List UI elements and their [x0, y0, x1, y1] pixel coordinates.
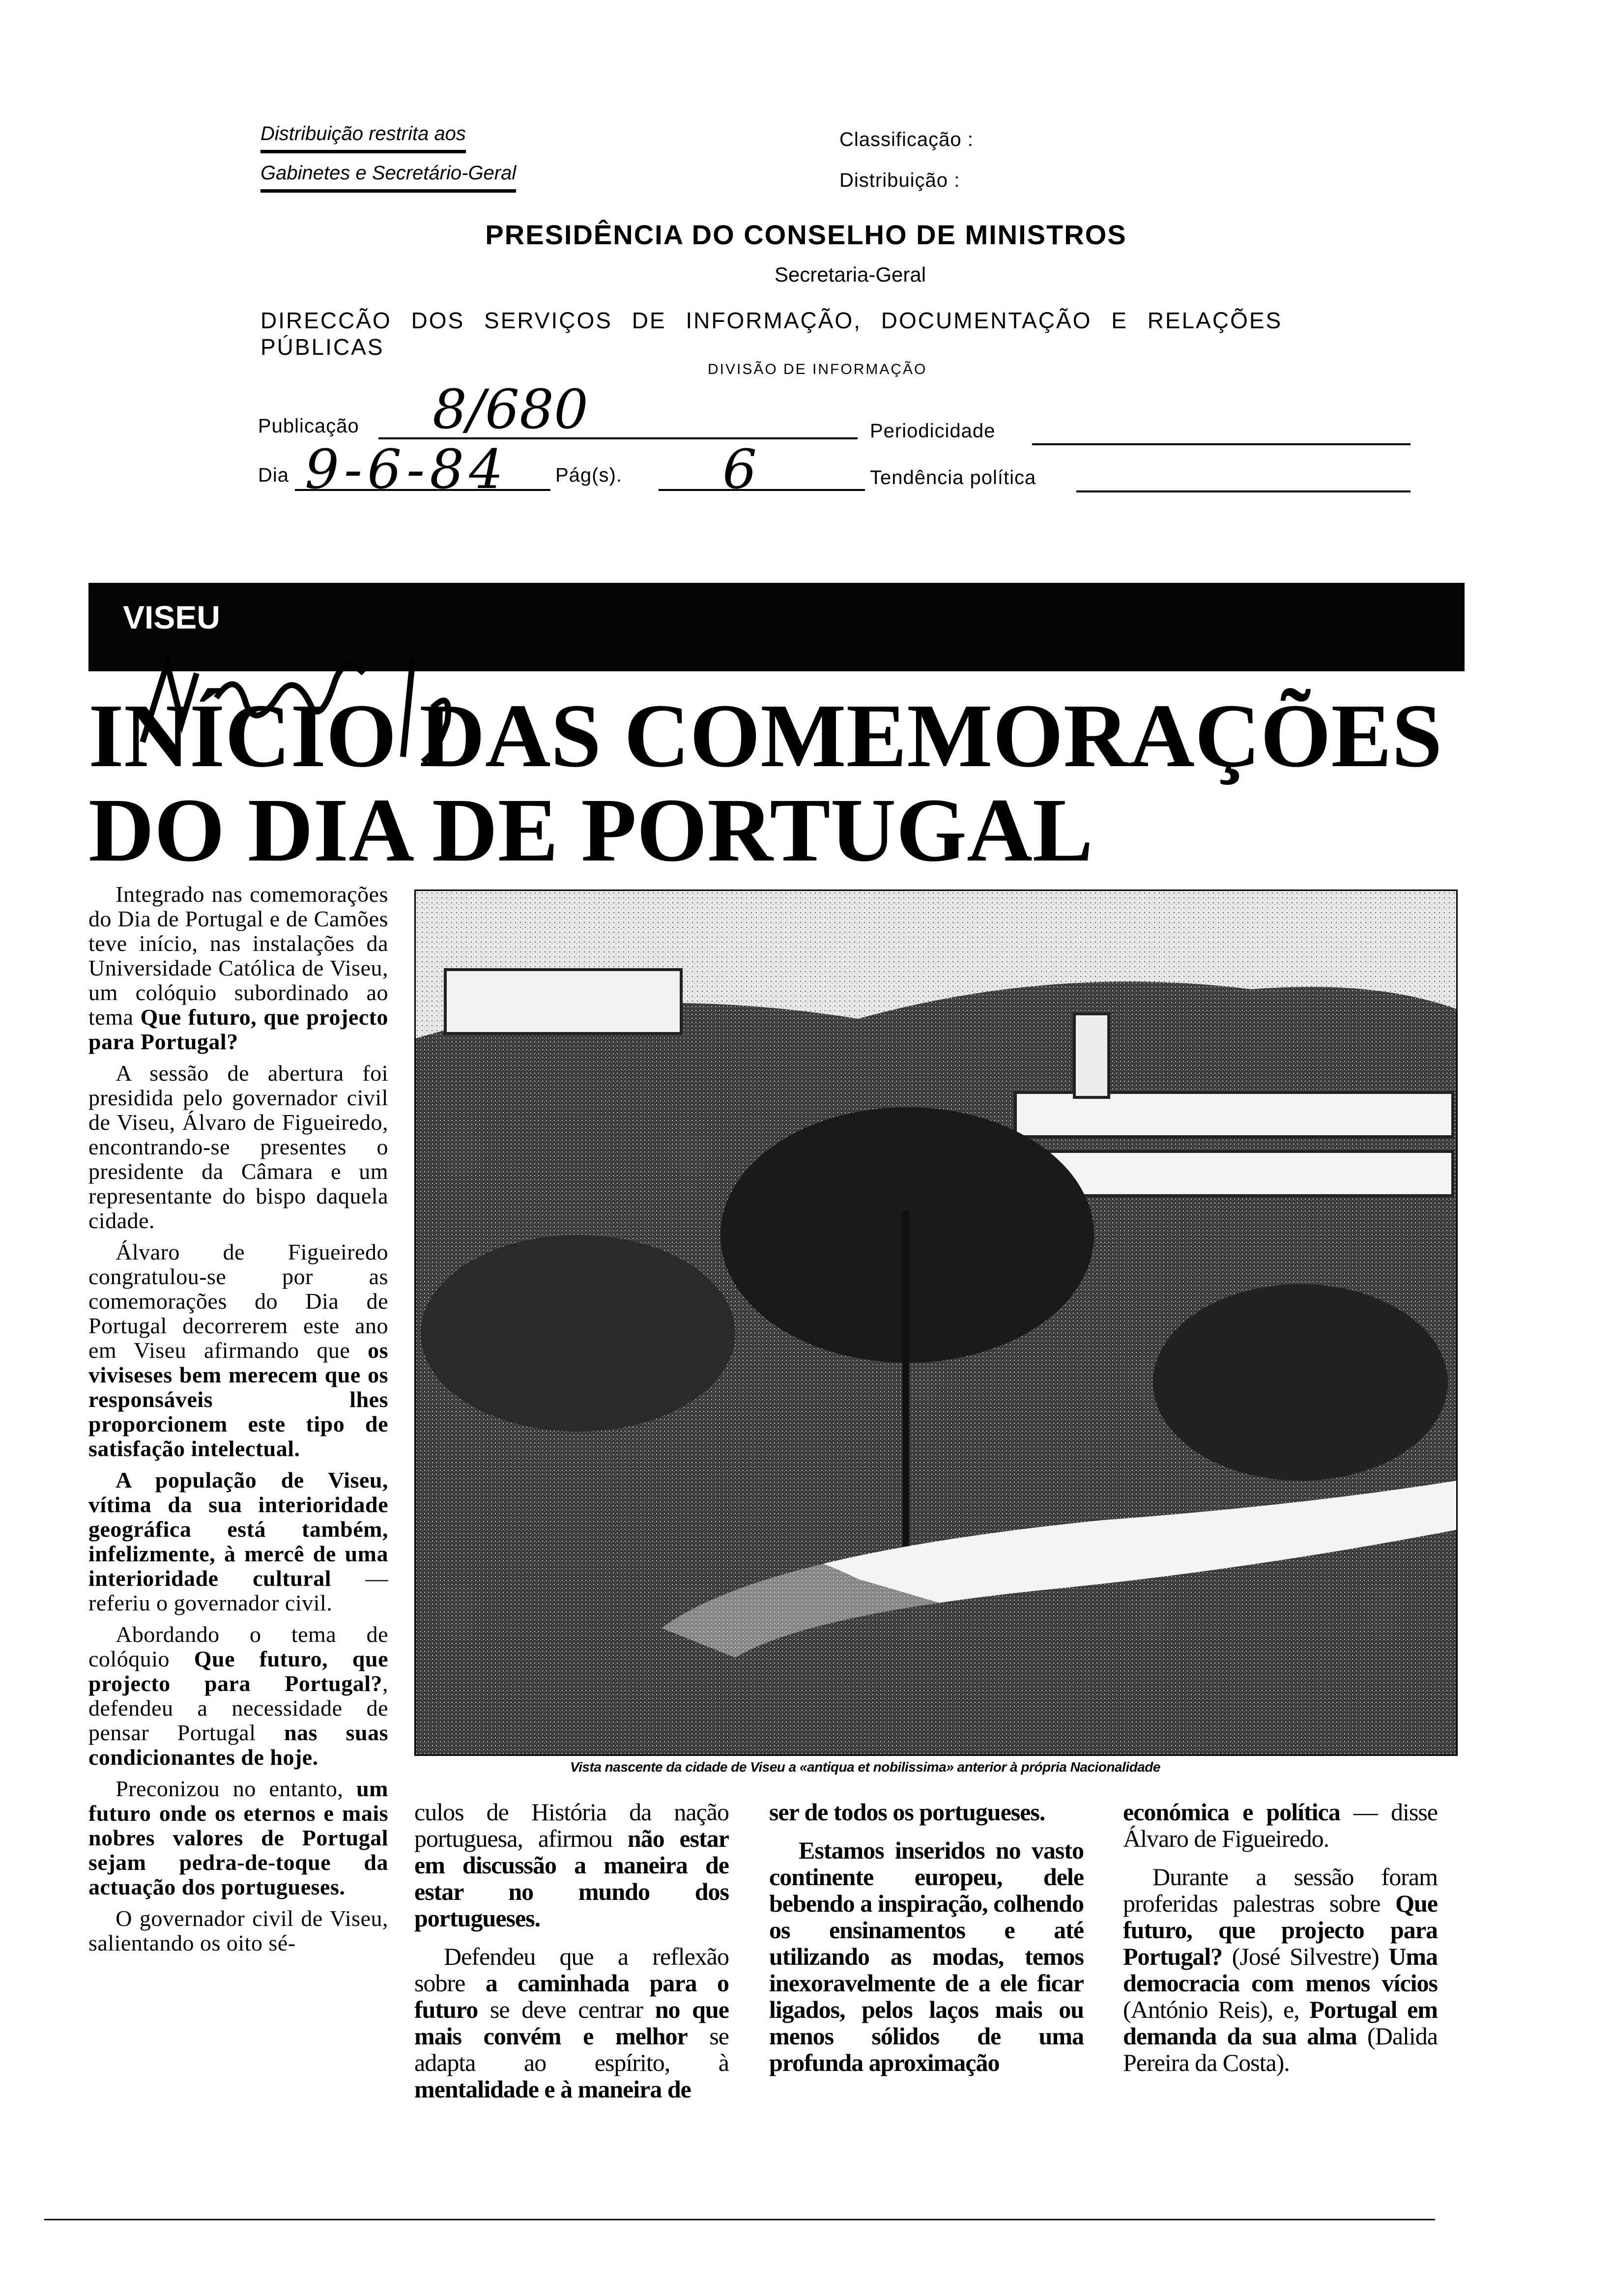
secretariat: Secretaria-Geral: [774, 263, 926, 286]
text-segment: se adapta ao espírito, à: [414, 2022, 729, 2076]
article-paragraph: [88, 1061, 388, 1233]
text-segment: Preconizou no entanto,: [115, 1776, 357, 1801]
bold-text-segment: um futuro onde os eternos e mais nobres valores de Portugal sejam pedra-de-toque da actuação dos portugueses.: [88, 1776, 388, 1899]
headline-line1: INÍCIO DAS COMEMORAÇÕES: [88, 686, 1442, 786]
bold-text-segment: económica e política: [1123, 1798, 1340, 1826]
day-label: Dia: [258, 464, 289, 486]
bold-text-segment: Que futuro, que projecto para Portugal?: [1123, 1890, 1438, 1970]
article-column-2: [414, 1799, 729, 2114]
article-photo: [414, 890, 1458, 1756]
article-column-4: [1123, 1799, 1438, 2088]
directorate: DIRECCÃO DOS SERVIÇOS DE INFORMAÇÃO, DOCUMENTAÇÃO E RELAÇÕES PÚBLICAS: [260, 308, 1283, 360]
pages-value-handwritten: 6: [722, 438, 757, 501]
distribution-note-line2: Gabinetes e Secretário-Geral: [260, 162, 516, 193]
pages-line: [659, 489, 865, 491]
publication-value-handwritten: 8/680: [432, 378, 589, 441]
headline-line2: DO DIA DE PORTUGAL: [88, 780, 1094, 881]
periodicity-label: Periodicidade: [870, 420, 996, 442]
bold-text-segment: Estamos inseridos no vasto continente europeu, dele bebendo a inspiração, colhendo os ensinamentos e até utilizando as modas, temos inexoravelmente de a ele ficar ligados, pelos laços mais ou menos sólidos de uma profunda aproximação: [769, 1837, 1084, 2076]
text-segment: (Dalida Pereira da Costa).: [1123, 2022, 1438, 2076]
article-paragraph: [414, 1799, 729, 1931]
article-paragraph: [1123, 1799, 1438, 1852]
publication-label: Publicação: [258, 415, 359, 437]
bold-text-segment: Que futuro, que projecto para Portugal?: [88, 1004, 388, 1054]
bottom-rule: [44, 2219, 1435, 2220]
article-paragraph: [769, 1799, 1084, 1825]
text-segment: (José Silvestre): [1222, 1943, 1389, 1970]
bold-text-segment: os viviseses bem merecem que os responsáveis lhes proporcionem este tipo de satisfação intelectual.: [88, 1338, 388, 1461]
text-segment: Defendeu que a reflexão sobre: [414, 1943, 729, 1997]
bold-text-segment: mentalidade e à maneira de: [414, 2075, 691, 2103]
article-paragraph: [88, 882, 388, 1054]
text-segment: Integrado nas comemorações do Dia de Portugal e de Camões teve início, nas instalações da Universidade Católica de Viseu, um colóquio subordinado ao tema: [88, 882, 388, 1030]
pages-label: Pág(s).: [555, 464, 622, 486]
text-segment: O governador civil de Viseu, salientando os oito sé-: [88, 1906, 388, 1955]
text-segment: Álvaro de Figueiredo congratulou-se por as comemorações do Dia de Portugal decorrerem este ano em Viseu afirmando que: [88, 1239, 388, 1363]
text-segment: A sessão de abertura foi presidida pelo governador civil de Viseu, Álvaro de Figueiredo, encontrando-se presentes o presidente da Câmara e um representante do bispo daquela cidade.: [88, 1061, 388, 1233]
article-paragraph: [88, 1906, 388, 1955]
bold-text-segment: Que futuro, que projecto para Portugal?: [88, 1646, 388, 1696]
text-segment: se deve centrar: [478, 1996, 655, 2023]
article-paragraph: [414, 1943, 729, 2102]
bold-text-segment: a caminhada para o futuro: [414, 1969, 729, 2023]
text-segment: culos de História da nação portuguesa, afirmou: [414, 1798, 729, 1852]
viseu-landscape-image: [416, 891, 1456, 1754]
text-segment: Durante a sessão foram proferidas palestras sobre: [1123, 1863, 1438, 1917]
text-segment: , defendeu a necessidade de pensar Portugal: [88, 1671, 388, 1745]
periodicity-line: [1032, 443, 1410, 445]
article-column-3: [769, 1799, 1084, 2088]
article-left-column: [88, 882, 388, 1962]
text-segment: — referiu o governador civil.: [88, 1566, 388, 1615]
classification-label: Classificação :: [839, 129, 974, 150]
text-segment: (António Reis), e,: [1123, 1996, 1310, 2023]
text-segment: Abordando o tema de colóquio: [88, 1622, 388, 1671]
day-value-handwritten: 9-6-84: [305, 438, 509, 501]
article-paragraph: [88, 1777, 388, 1899]
article-paragraph: [88, 1622, 388, 1770]
org-title: PRESIDÊNCIA DO CONSELHO DE MINISTROS: [485, 219, 1127, 250]
article-paragraph: [1123, 1864, 1438, 2076]
photo-caption: Vista nascente da cidade de Viseu a «antiqua et nobilissima» anterior à própria Nacionalidade: [570, 1759, 1160, 1775]
article-paragraph: [769, 1837, 1084, 2076]
bold-text-segment: Uma democracia com menos vícios: [1123, 1943, 1438, 1997]
article-paragraph: [88, 1468, 388, 1615]
distribution-note-line1: Distribuição restrita aos: [260, 123, 466, 153]
political-tendency-label: Tendência política: [870, 467, 1036, 488]
distribution-label: Distribuição :: [839, 170, 960, 191]
political-tendency-line: [1076, 490, 1410, 492]
bold-text-segment: nas suas condicionantes de hoje.: [88, 1720, 388, 1770]
bold-text-segment: no que mais convém e melhor: [414, 1996, 729, 2050]
text-segment: — disse Álvaro de Figueiredo.: [1123, 1798, 1438, 1852]
bold-text-segment: Portugal em demanda da sua alma: [1123, 1996, 1438, 2050]
division: DIVISÃO DE INFORMAÇÃO: [708, 361, 927, 377]
bold-text-segment: ser de todos os portugueses.: [769, 1798, 1045, 1826]
article-paragraph: [88, 1240, 388, 1461]
bold-text-segment: não estar em discussão a maneira de estar no mundo dos portugueses.: [414, 1825, 729, 1932]
bold-text-segment: A população de Viseu, vítima da sua interioridade geográfica está também, infelizmente, à mercê de uma interioridade cultural: [88, 1467, 388, 1591]
section-label: VISEU: [123, 599, 221, 635]
